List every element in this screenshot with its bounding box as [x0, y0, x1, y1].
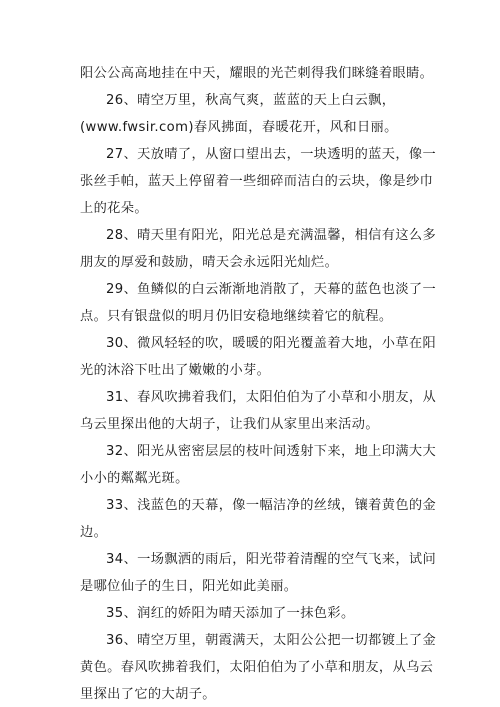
- text-line: 是哪位仙子的生日，阳光如此美丽。: [80, 579, 298, 594]
- text-line: 32、阳光从密密层层的枝叶间透射下来，地上印满大大: [106, 444, 437, 459]
- text-line: 黄色。春风吹拂着我们，太阳伯伯为了小草和朋友，从乌云: [80, 660, 434, 675]
- text-line: 边。: [80, 525, 108, 540]
- text-line: 朋友的厚爱和鼓励，晴天会永远阳光灿烂。: [80, 255, 339, 270]
- text-line: 里探出了它的大胡子。: [80, 687, 216, 702]
- text-line: 小小的粼粼光斑。: [80, 471, 189, 486]
- text-line: 28、晴天里有阳光，阳光总是充满温馨，相信有这么多: [106, 228, 437, 243]
- text-line: 31、春风吹拂着我们，太阳伯伯为了小草和小朋友，从: [106, 390, 437, 405]
- text-line: 上的花朵。: [80, 201, 148, 216]
- text-line: (www.fwsir.com)春风拂面，春暖花开，风和日丽。: [80, 120, 398, 135]
- text-line: 33、浅蓝色的天幕，像一幅洁净的丝绒，镶着黄色的金: [106, 498, 437, 513]
- text-line: 26、晴空万里，秋高气爽，蓝蓝的天上白云飘，: [106, 93, 396, 108]
- text-line: 点。只有银盘似的明月仍旧安稳地继续着它的航程。: [80, 309, 393, 324]
- text-line: 34、一场飘洒的雨后，阳光带着清醒的空气飞来，试问: [106, 552, 437, 567]
- text-line: 29、鱼鳞似的白云渐渐地消散了，天幕的蓝色也淡了一: [106, 282, 437, 297]
- text-line: 张丝手帕，蓝天上停留着一些细碎而洁白的云块，像是纱巾: [80, 174, 434, 189]
- text-line: 光的沐浴下吐出了嫩嫩的小芽。: [80, 363, 271, 378]
- text-line: 30、微风轻轻的吹，暖暖的阳光覆盖着大地，小草在阳: [106, 336, 437, 351]
- text-line: 27、天放晴了，从窗口望出去，一块透明的蓝天，像一: [106, 147, 437, 162]
- text-line: 35、润红的娇阳为晴天添加了一抹色彩。: [106, 606, 355, 621]
- text-line: 36、晴空万里，朝霞满天，太阳公公把一切都镀上了金: [106, 633, 437, 648]
- text-line: 乌云里探出他的大胡子，让我们从家里出来活动。: [80, 417, 379, 432]
- text-line: 阳公公高高地挂在中天，耀眼的光芒刺得我们眯缝着眼睛。: [80, 66, 434, 81]
